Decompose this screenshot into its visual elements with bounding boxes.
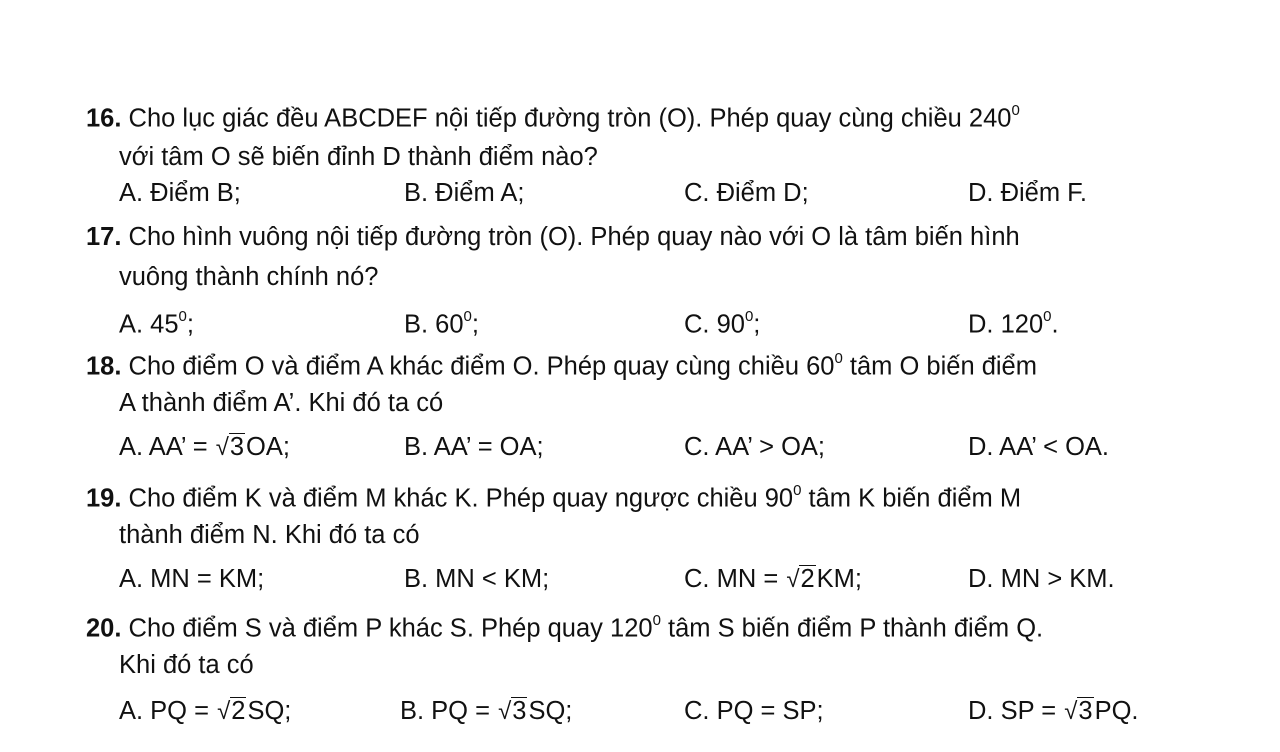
stem-text: Cho điểm O và điểm A khác điểm O. Phép quay cùng chiều 60 [128,352,835,381]
stem-text: Cho lục giác đều ABCDEF nội tiếp đường tròn (O). Phép quay cùng chiều 240 [128,104,1012,133]
stem-text: tâm O biến điểm [842,352,1037,381]
option-d[interactable] [968,302,1059,342]
option-text: D. SP = [968,697,1064,725]
option-c[interactable]: C. Điểm D; [684,179,809,207]
question-number: 18. [86,352,122,381]
radical-sign: √ [498,698,512,725]
square-root [786,565,815,592]
option-d[interactable]: D. MN > KM. [968,565,1115,593]
option-a[interactable] [119,430,290,464]
question-16-stem [86,96,1020,136]
option-text: A. 45 [119,310,179,339]
option-c[interactable]: C. PQ = SP; [684,697,824,725]
option-punct: . [1051,310,1059,339]
option-d[interactable] [968,694,1139,728]
question-number: 17. [86,223,122,251]
stem-text: thành điểm N. Khi đó ta có [119,521,420,549]
question-17-stem [86,220,1020,254]
square-root [217,697,246,724]
radical-sign: √ [217,698,231,725]
option-text: OA; [246,433,290,461]
question-19-stem [86,476,1021,516]
option-a[interactable] [119,302,194,342]
degree-mark: 0 [178,308,187,325]
question-18-stem [86,344,1037,384]
radicand: 2 [231,697,246,725]
radical-sign: √ [215,434,229,461]
degree-mark: 0 [793,482,802,499]
option-text: SQ; [247,697,292,725]
question-number: 19. [86,484,122,513]
option-a[interactable]: A. MN = KM; [119,565,265,593]
option-b[interactable]: B. AA’ = OA; [404,433,544,461]
option-b[interactable] [404,302,479,342]
option-text: C. 90 [684,310,745,339]
degree-mark: 0 [834,350,843,367]
option-a[interactable] [119,694,291,728]
stem-text: Cho điểm K và điểm M khác K. Phép quay ngược chiều 90 [128,484,794,513]
option-punct: ; [186,310,194,339]
option-c[interactable] [684,562,862,596]
degree-mark: 0 [1011,102,1020,119]
question-number: 16. [86,104,122,133]
degree-mark: 0 [744,308,754,325]
square-root [498,697,527,724]
option-c[interactable]: C. AA’ > OA; [684,433,826,461]
radical-sign: √ [786,566,800,593]
option-text: SQ; [528,697,573,725]
square-root [1064,697,1093,724]
question-number: 20. [86,614,122,643]
option-b[interactable]: B. Điểm A; [404,179,525,207]
option-text: A. AA’ = [119,433,215,461]
stem-text: Cho điểm S và điểm P khác S. Phép quay 120 [128,614,653,643]
option-text: C. MN = [684,565,786,593]
option-c[interactable] [684,302,760,342]
stem-text: Cho hình vuông nội tiếp đường tròn (O). Phép quay nào với O là tâm biến hình [128,223,1020,251]
stem-text: tâm K biến điểm M [801,484,1022,513]
stem-text: vuông thành chính nó? [119,263,379,291]
radicand: 3 [1078,697,1093,725]
option-d[interactable]: D. AA’ < OA. [968,433,1110,461]
option-b[interactable]: B. MN < KM; [404,565,550,593]
option-d[interactable]: D. Điểm F. [968,179,1088,207]
option-punct: ; [471,310,479,339]
stem-text: với tâm O sẽ biến đỉnh D thành điểm nào? [119,143,598,171]
degree-mark: 0 [1043,308,1052,325]
option-text: PQ. [1094,697,1139,725]
option-a[interactable]: A. Điểm B; [119,179,241,207]
question-20-stem [86,606,1043,646]
radicand: 3 [229,433,245,461]
option-text: B. 60 [404,310,464,339]
degree-mark: 0 [652,612,661,629]
option-text: KM; [816,565,863,593]
radicand: 2 [800,565,815,593]
stem-text: A thành điểm A’. Khi đó ta có [119,389,444,417]
option-b[interactable] [400,694,572,728]
radicand: 3 [512,697,527,725]
option-text: B. PQ = [400,697,498,725]
option-text: A. PQ = [119,697,217,725]
radical-sign: √ [1064,698,1078,725]
option-punct: ; [753,310,761,339]
stem-text: tâm S biến điểm P thành điểm Q. [660,614,1044,643]
stem-text: Khi đó ta có [119,651,254,679]
degree-mark: 0 [463,308,472,325]
square-root [216,433,245,460]
option-text: D. 120 [968,310,1044,339]
